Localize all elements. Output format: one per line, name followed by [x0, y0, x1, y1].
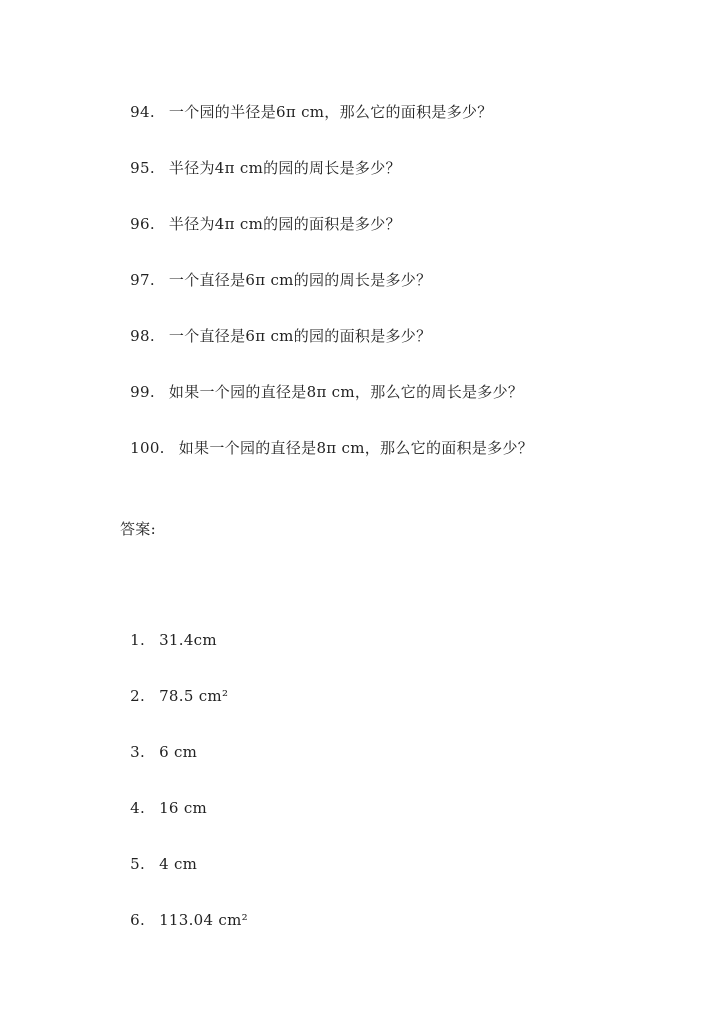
question-97 [120, 258, 431, 288]
question-text: 半径为4π cm的园的周长是多少？ [168, 159, 401, 177]
question-95 [120, 146, 401, 176]
answer-text: 113.04 cm² [159, 911, 248, 929]
answer-text: 4 cm [159, 855, 198, 873]
question-number: 100. [130, 439, 165, 457]
question-number: 99. [130, 383, 155, 401]
question-text: 半径为4π cm的园的面积是多少？ [168, 215, 401, 233]
answer-6 [120, 898, 248, 928]
question-text: 一个直径是6π cm的园的周长是多少？ [168, 271, 432, 289]
answer-number: 4. [130, 799, 146, 817]
answer-text: 31.4cm [159, 631, 217, 649]
question-94 [120, 90, 493, 120]
answer-text: 78.5 cm² [159, 687, 229, 705]
question-number: 96. [130, 215, 155, 233]
answer-number: 6. [130, 911, 146, 929]
answer-4 [120, 786, 207, 816]
question-text: 一个园的半径是6π cm，那么它的面积是多少？ [168, 103, 493, 121]
question-number: 98. [130, 327, 155, 345]
answer-text: 16 cm [159, 799, 208, 817]
answer-1 [120, 618, 217, 648]
question-99 [120, 370, 523, 400]
answer-number: 1. [130, 631, 146, 649]
question-text: 如果一个园的直径是8π cm，那么它的周长是多少？ [168, 383, 524, 401]
answer-3 [120, 730, 197, 760]
answer-5 [120, 842, 197, 872]
question-number: 94. [130, 103, 155, 121]
question-number: 97. [130, 271, 155, 289]
question-98 [120, 314, 431, 344]
answer-number: 2. [130, 687, 146, 705]
question-96 [120, 202, 401, 232]
answer-number: 3. [130, 743, 146, 761]
answer-2 [120, 674, 228, 704]
question-text: 如果一个园的直径是8π cm，那么它的面积是多少？ [178, 439, 534, 457]
question-number: 95. [130, 159, 155, 177]
answer-text: 6 cm [159, 743, 198, 761]
answer-number: 5. [130, 855, 146, 873]
question-text: 一个直径是6π cm的园的面积是多少？ [168, 327, 432, 345]
answers-heading: 答案: [120, 520, 156, 538]
question-100 [120, 426, 533, 456]
